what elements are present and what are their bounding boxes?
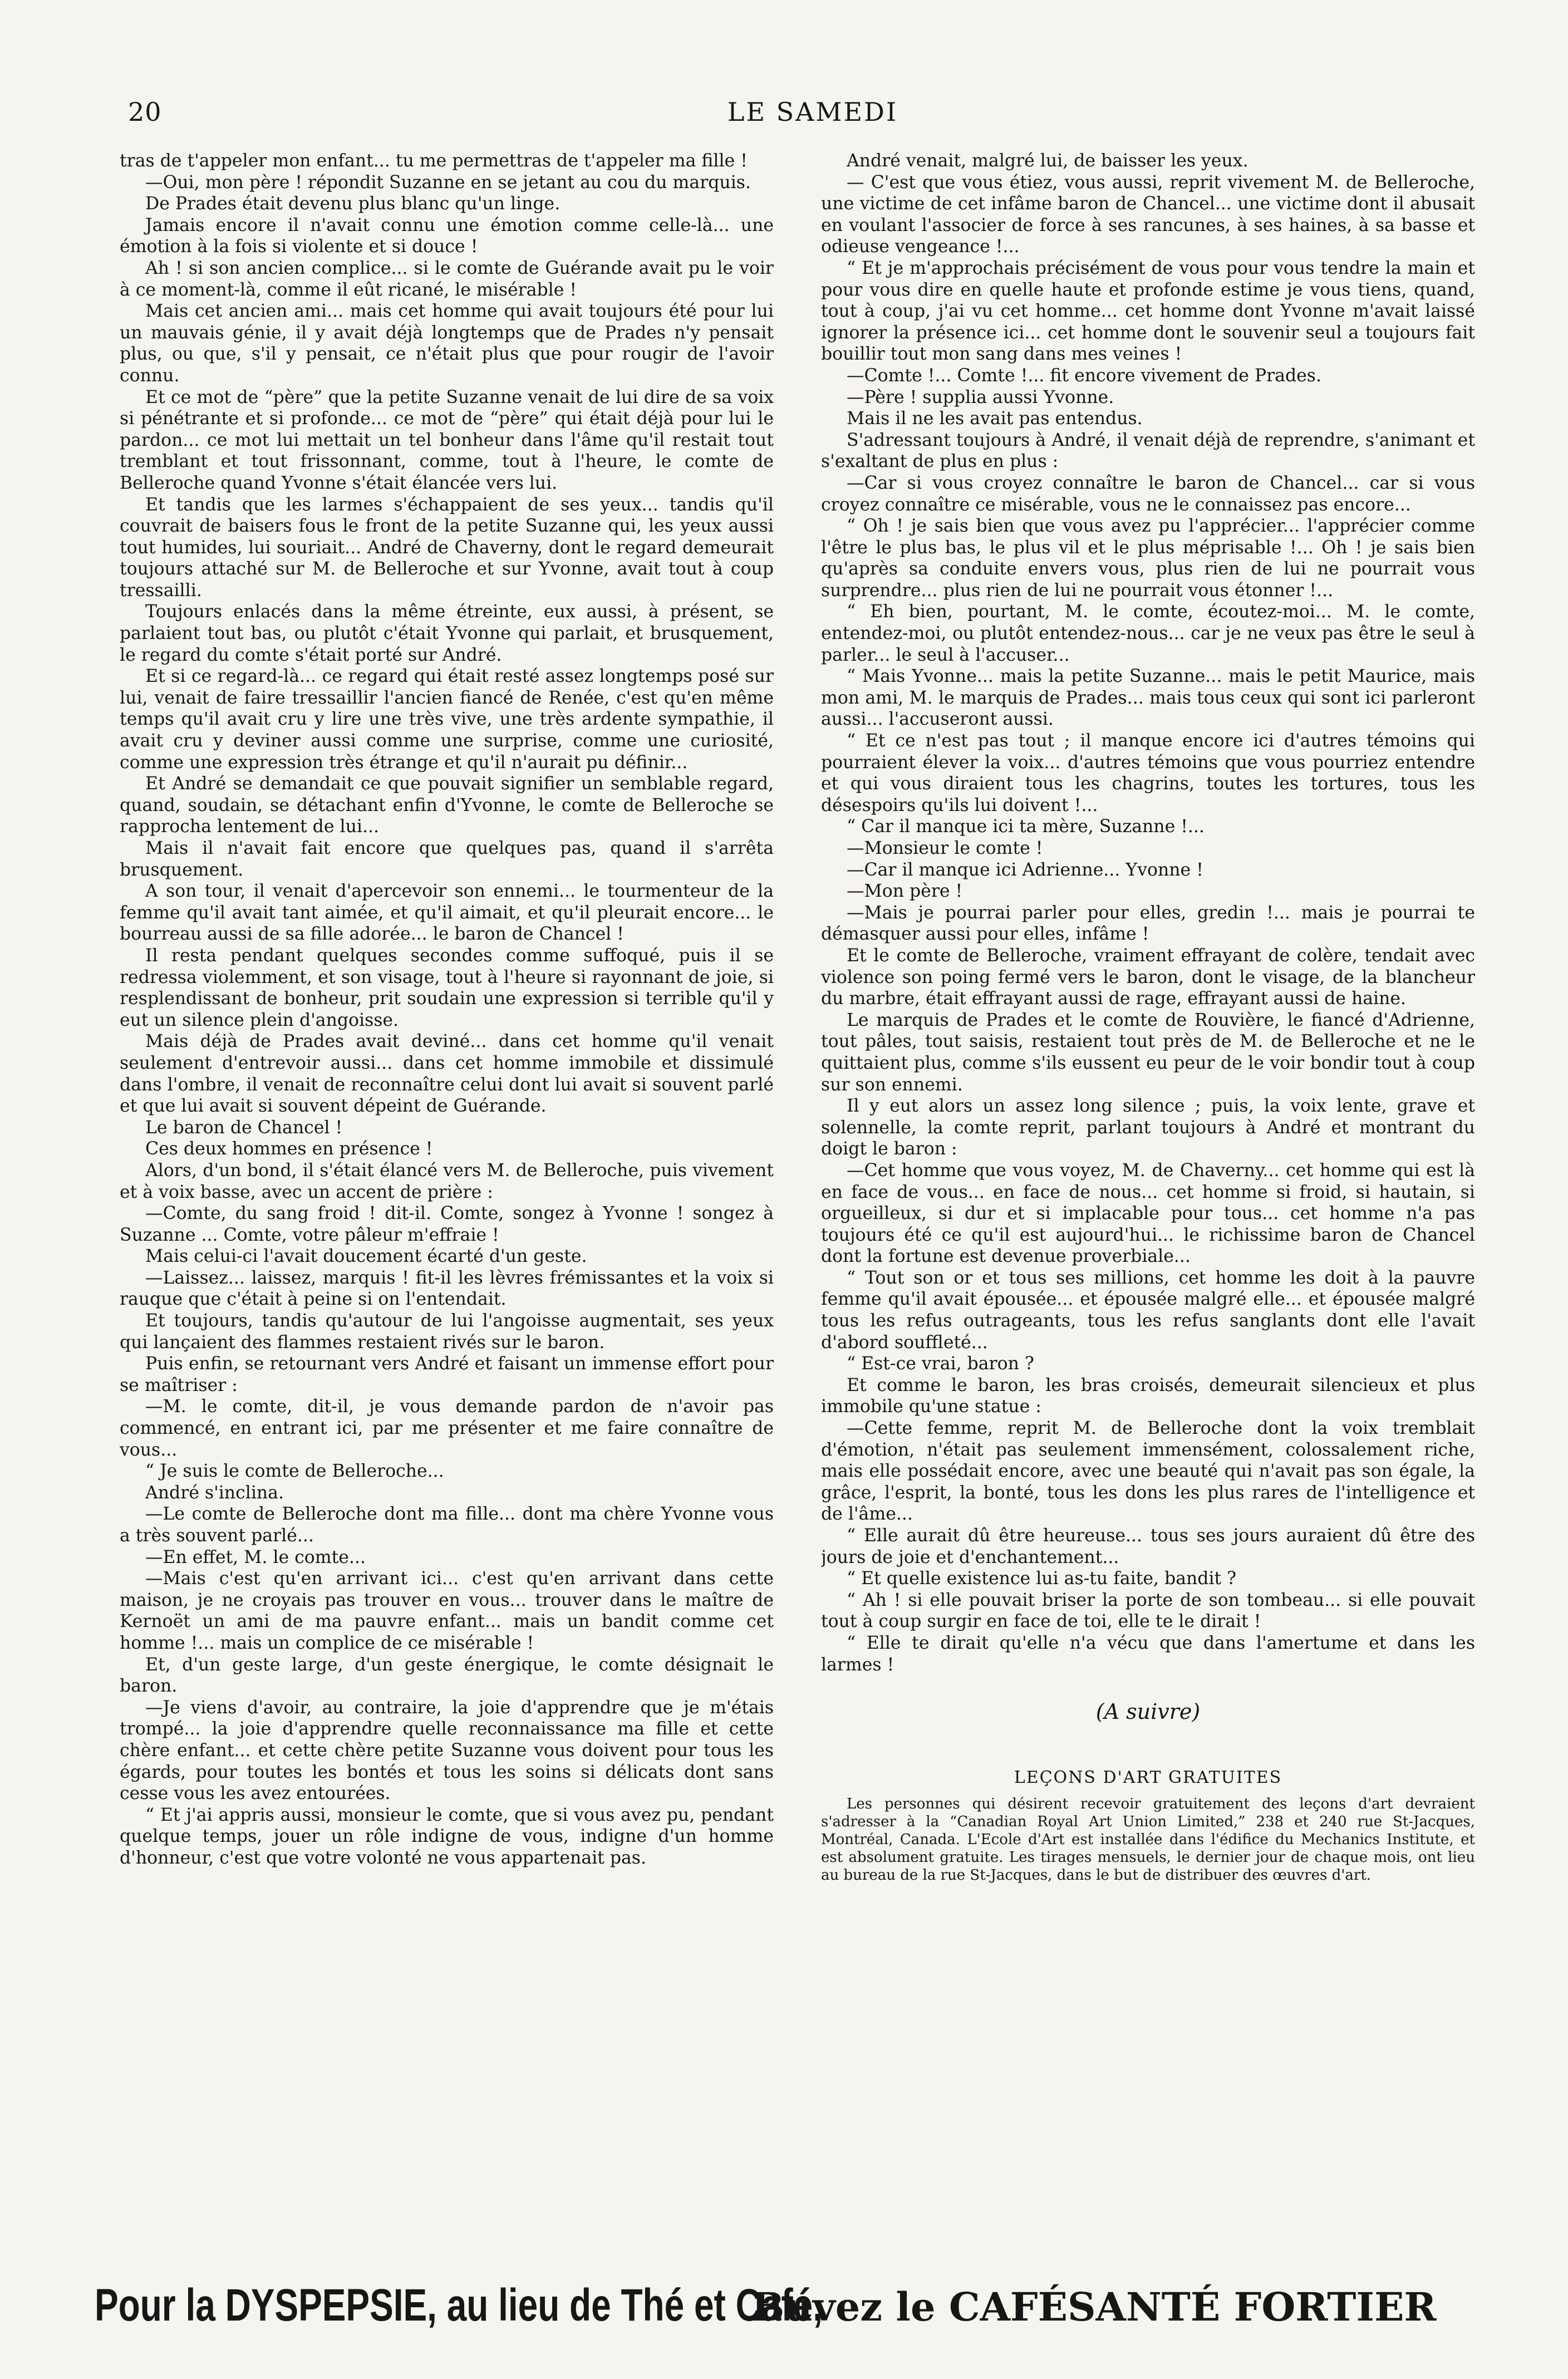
paragraph: André venait, malgré lui, de baisser les yeux. bbox=[847, 151, 1248, 171]
advertisement-banner bbox=[95, 2279, 1497, 2341]
paragraph: —Laissez... laissez, marquis ! fit-il les lèvres frémissantes et la voix si rauque que c'était à peine si on l'entendait. bbox=[120, 1267, 774, 1310]
paragraph: — C'est que vous étiez, vous aussi, reprit vivement M. de Belleroche, une victime de cet infâme baron de Chancel... une victime dont il abusait en voulant l'associer de force à ses rancunes, à ses haines, à sa basse et odieuse vengeance !... bbox=[821, 172, 1475, 257]
paragraph: “ Mais Yvonne... mais la petite Suzanne... mais le petit Maurice, mais mon ami, M. le marquis de Prades... mais tous ceux qui sont ici parleront aussi... l'accuseront aussi. bbox=[821, 666, 1475, 730]
paragraph: Ces deux hommes en présence ! bbox=[145, 1139, 433, 1159]
paragraph: —Le comte de Belleroche dont ma fille... dont ma chère Yvonne vous a très souvent parlé... bbox=[120, 1504, 774, 1546]
paragraph: —Comte, du sang froid ! dit-il. Comte, songez à Yvonne ! songez à Suzanne ... Comte, votre pâleur m'effraie ! bbox=[120, 1203, 774, 1245]
paragraph: Mais il n'avait fait encore que quelques pas, quand il s'arrêta brusquement. bbox=[120, 838, 774, 880]
paragraph: —Monsieur le comte ! bbox=[847, 838, 1043, 858]
paragraph: Jamais encore il n'avait connu une émotion comme celle-là... une émotion à la fois si violente et si douce ! bbox=[120, 215, 774, 257]
paragraph: “ Et ce n'est pas tout ; il manque encore ici d'autres témoins qui pourraient élever la voix... d'autres témoins que vous pourriez entendre et qui vous diraient tous les chagrins, toutes les tortures, tous les désespoirs qu'ils lui doivent !... bbox=[821, 731, 1475, 815]
paragraph: “ Et j'ai appris aussi, monsieur le comte, que si vous avez pu, pendant quelque temps, jouer un rôle indigne de vous, indigne d'un homme d'honneur, c'est que votre volonté ne vous appartenait pas. bbox=[120, 1805, 774, 1868]
paragraph: Et toujours, tandis qu'autour de lui l'angoisse augmentait, ses yeux qui lançaient des flammes restaient rivés sur le baron. bbox=[120, 1311, 774, 1353]
art-lessons-notice bbox=[821, 1767, 1475, 1885]
paragraph: Mais il ne les avait pas entendus. bbox=[847, 409, 1143, 429]
paragraph: Il y eut alors un assez long silence ; puis, la voix lente, grave et solennelle, la comte reprit, parlant toujours à André et montrant du doigt le baron : bbox=[821, 1096, 1475, 1159]
paragraph: —Car si vous croyez connaître le baron de Chancel... car si vous croyez connaître ce misérable, vous ne le connaissez pas encore... bbox=[821, 473, 1475, 515]
left-text-column bbox=[120, 150, 774, 2154]
paragraph: Et, d'un geste large, d'un geste énergique, le comte désignait le baron. bbox=[120, 1654, 774, 1697]
paragraph: Le marquis de Prades et le comte de Rouvière, le fiancé d'Adrienne, tout pâles, tout saisis, restaient tout près de M. de Belleroche et ne le quittaient plus, comme s'ils eussent eu peur de le voir bondir tout à coup sur son ennemi. bbox=[821, 1010, 1475, 1095]
paragraph: —Cette femme, reprit M. de Belleroche dont la voix tremblait d'émotion, n'était pas seulement immensément, colossalement riche, mais elle possédait encore, avec une beauté qui n'avait pas son égale, la grâce, l'esprit, la bonté, tous les dons les plus rares de l'intelligence et de l'âme... bbox=[821, 1418, 1475, 1525]
page-header bbox=[128, 83, 1497, 134]
paragraph: André s'inclina. bbox=[145, 1482, 284, 1503]
journal-title: LE SAMEDI bbox=[727, 97, 898, 127]
paragraph: De Prades était devenu plus blanc qu'un linge. bbox=[145, 194, 561, 214]
paragraph: —M. le comte, dit-il, je vous demande pardon de n'avoir pas commencé, en entrant ici, par me présenter et me faire connaître de vous... bbox=[120, 1397, 774, 1460]
page-number: 20 bbox=[128, 97, 162, 127]
paragraph: A son tour, il venait d'apercevoir son ennemi... le tourmenteur de la femme qu'il avait tant aimée, et qu'il aimait, et qu'il pleurait encore... le bourreau aussi de sa fille adorée... le baron de Chancel ! bbox=[120, 881, 774, 945]
paragraph: Il resta pendant quelques secondes comme suffoqué, puis il se redressa violemment, et son visage, tout à l'heure si rayonnant de joie, si resplendissant de bonheur, prit soudain une expression si terrible qu'il y eut un silence plein d'angoisse. bbox=[120, 945, 774, 1030]
paragraph: “ Tout son or et tous ses millions, cet homme les doit à la pauvre femme qu'il avait épousée... et épousée malgré elle... et épousée malgré tous les refus outrageants, tous les refus sanglants dont elle l'avait d'abord souffleté... bbox=[821, 1267, 1475, 1353]
notice-title: LEÇONS D'ART GRATUITES bbox=[1014, 1767, 1282, 1787]
paragraph: —Cet homme que vous voyez, M. de Chaverny... cet homme qui est là en face de vous... en face de nous... cet homme si froid, si hautain, si orgueilleux, si dur et si implacable pour tous... cet homme n'a pas toujours été ce qu'il est aujourd'hui... le richissime baron de Chancel dont la fortune est devenue proverbiale... bbox=[821, 1160, 1475, 1267]
notice-body: Les personnes qui désirent recevoir gratuitement des leçons d'art devraient s'adresser à la “Canadian Royal Art Union Limited,” 238 et 240 rue St-Jacques, Montréal, Canada. L'Ecole d'Art est installée dans l'édifice du Mechanics Institute, et est absolument gratuite. Les tirages mensuels, le dernier jour de chaque mois, ont lieu au bureau de la rue St-Jacques, dans le but de distribuer des œuvres d'art. bbox=[821, 1796, 1475, 1884]
paragraph: “ Et je m'approchais précisément de vous pour vous tendre la main et pour vous dire en quelle haute et profonde estime je vous tiens, quand, tout à coup, j'ai vu cet homme... cet homme dont Yvonne m'avait laissé ignorer la présence ici... cet homme dont le souvenir seul a toujours fait bouillir tout mon sang dans mes veines ! bbox=[821, 258, 1475, 365]
paragraph: Et comme le baron, les bras croisés, demeurait silencieux et plus immobile qu'une statue : bbox=[821, 1375, 1475, 1417]
paragraph: “ Oh ! je sais bien que vous avez pu l'apprécier... l'apprécier comme l'être le plus bas, le plus vil et le plus méprisable !... Oh ! je sais bien qu'après sa conduite envers vous, plus rien de lui ne pourrait vous surprendre... plus rien de lui ne pourrait vous étonner !... bbox=[821, 516, 1475, 601]
advert-cafesante-text: Buvez le CAFÉSANTÉ FORTIER bbox=[751, 2284, 1437, 2330]
paragraph: “ Je suis le comte de Belleroche... bbox=[145, 1461, 444, 1482]
paragraph: —Mais je pourrai parler pour elles, gredin !... mais je pourrai te démasquer aussi pour elles, infâme ! bbox=[821, 902, 1475, 945]
advert-dyspepsie-text: Pour la DYSPEPSIE, au lieu de Thé et Café, bbox=[95, 2280, 823, 2331]
paragraph: Mais cet ancien ami... mais cet homme qui avait toujours été pour lui un mauvais génie, il y avait déjà longtemps que de Prades n'y pensait plus, ou que, s'il y pensait, ce n'était plus que pour rougir de l'avoir connu. bbox=[120, 301, 774, 386]
paragraph: —Mais c'est qu'en arrivant ici... c'est qu'en arrivant dans cette maison, je ne croyais pas trouver en vous... trouver dans le maître de Kernoët un ami de ma pauvre enfant... mais un bandit comme cet homme !... mais un complice de ce misérable ! bbox=[120, 1569, 774, 1653]
to-be-continued: (A suivre) bbox=[1095, 1699, 1201, 1724]
paragraph: —En effet, M. le comte... bbox=[145, 1547, 366, 1567]
paragraph: —Comte !... Comte !... fit encore vivement de Prades. bbox=[847, 365, 1321, 386]
right-text-column bbox=[821, 150, 1475, 2154]
paragraph: S'adressant toujours à André, il venait déjà de reprendre, s'animant et s'exaltant de plus en plus : bbox=[821, 430, 1475, 472]
right-paragraphs bbox=[821, 150, 1475, 1675]
paragraph: “ Elle aurait dû être heureuse... tous ses jours auraient dû être des jours de joie et d'enchantement... bbox=[821, 1526, 1475, 1567]
paragraph: Ah ! si son ancien complice... si le comte de Guérande avait pu le voir à ce moment-là, comme il eût ricané, le misérable ! bbox=[120, 258, 774, 300]
paragraph: —Mon père ! bbox=[847, 881, 963, 902]
paragraph: Et tandis que les larmes s'échappaient de ses yeux... tandis qu'il couvrait de baisers fous le front de la petite Suzanne qui, les yeux aussi tout humides, lui souriait... André de Chaverny, dont le regard demeurait toujours attaché sur M. de Belleroche et sur Yvonne, avait tout à coup tressailli. bbox=[120, 494, 774, 601]
paragraph: “ Eh bien, pourtant, M. le comte, écoutez-moi... M. le comte, entendez-moi, ou plutôt entendez-nous... car je ne veux pas être le seul à parler... le seul à l'accuser... bbox=[821, 602, 1475, 665]
paragraph: Toujours enlacés dans la même étreinte, eux aussi, à présent, se parlaient tout bas, ou plutôt c'était Yvonne qui parlait, et brusquement, le regard du comte s'était porté sur André. bbox=[120, 602, 774, 665]
paragraph: tras de t'appeler mon enfant... tu me permettras de t'appeler ma fille ! bbox=[120, 151, 748, 171]
paragraph: Alors, d'un bond, il s'était élancé vers M. de Belleroche, puis vivement et à voix basse, avec un accent de prière : bbox=[120, 1160, 774, 1202]
paragraph: “ Et quelle existence lui as-tu faite, bandit ? bbox=[847, 1569, 1237, 1589]
paragraph: Mais déjà de Prades avait deviné... dans cet homme qu'il venait seulement d'entrevoir aussi... dans cet homme immobile et dissimulé dans l'ombre, il venait de reconnaître celui dont lui avait si souvent parlé et que lui avait si souvent dépeint de Guérande. bbox=[120, 1031, 774, 1117]
paragraph: —Je viens d'avoir, au contraire, la joie d'apprendre que je m'étais trompé... la joie d'apprendre quelle reconnaissance ma fille et cette chère enfant... et cette chère petite Suzanne vous doivent pour tous les égards, pour toutes les bontés et tous les soins si délicats dont sans cesse vous les avez entourées. bbox=[120, 1697, 774, 1804]
paragraph: Mais celui-ci l'avait doucement écarté d'un geste. bbox=[145, 1246, 587, 1267]
paragraph: Et le comte de Belleroche, vraiment effrayant de colère, tendait avec violence son poing fermé vers le baron, dont le visage, de la blancheur du marbre, était effrayant aussi de rage, effrayant aussi de haine. bbox=[821, 945, 1475, 1009]
paragraph: “ Est-ce vrai, baron ? bbox=[847, 1354, 1034, 1374]
paragraph: Et ce mot de “père” que la petite Suzanne venait de lui dire de sa voix si pénétrante et si profonde... ce mot de “père” qui était déjà pour lui le pardon... ce mot lui mettait un tel bonheur dans l'âme qu'il restait tout tremblant et tout frissonnant, comme, tout à l'heure, le comte de Belleroche quand Yvonne s'était élancée vers lui. bbox=[120, 387, 774, 493]
paragraph: Et André se demandait ce que pouvait signifier un semblable regard, quand, soudain, se détachant enfin d'Yvonne, le comte de Belleroche se rapprocha lentement de lui... bbox=[120, 774, 774, 837]
paragraph: “ Elle te dirait qu'elle n'a vécu que dans l'amertume et dans les larmes ! bbox=[821, 1633, 1475, 1675]
paragraph: “ Car il manque ici ta mère, Suzanne !... bbox=[847, 817, 1205, 837]
paragraph: Puis enfin, se retournant vers André et faisant un immense effort pour se maîtriser : bbox=[120, 1354, 774, 1395]
paragraph: “ Ah ! si elle pouvait briser la porte de son tombeau... si elle pouvait tout à coup surgir en face de toi, elle te le dirait ! bbox=[821, 1590, 1475, 1632]
paragraph: —Père ! supplia aussi Yvonne. bbox=[847, 387, 1114, 407]
paragraph: —Oui, mon père ! répondit Suzanne en se jetant au cou du marquis. bbox=[145, 172, 751, 193]
paragraph: —Car il manque ici Adrienne... Yvonne ! bbox=[847, 859, 1203, 880]
paragraph: Et si ce regard-là... ce regard qui était resté assez longtemps posé sur lui, venait de faire tressaillir l'ancien fiancé de Renée, c'est qu'en même temps qu'il avait cru y lire une très vive, une très ardente sympathie, il avait cru y deviner aussi comme une surprise, comme une curiosité, comme une expression très étrange et qu'il n'aurait pu définir... bbox=[120, 666, 774, 773]
paragraph: Le baron de Chancel ! bbox=[145, 1117, 343, 1138]
